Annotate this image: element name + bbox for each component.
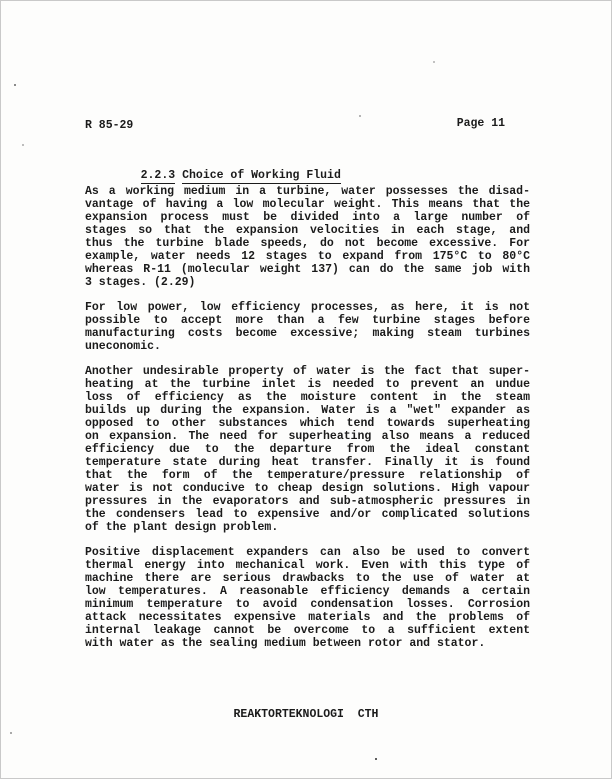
- text-line: of the plant design problem.: [85, 521, 279, 534]
- page-number: Page 11: [456, 117, 505, 130]
- text-line: water is not conducive to cheap design solutions. High vapour: [85, 482, 530, 495]
- paragraph: [85, 365, 530, 534]
- text-line: attack necessitates expensive materials and the problems of: [85, 611, 530, 624]
- text-line: internal leakage cannot be overcome to a sufficient extent: [85, 624, 530, 637]
- text-line: Another undesirable property of water is the fact that super-: [85, 365, 530, 378]
- paragraph: [85, 546, 530, 650]
- text-line: thermal energy into mechanical work. Even with this type of: [85, 559, 530, 572]
- section-number: 2.2.3: [140, 169, 176, 182]
- text-line: possible to accept more than a few turbine stages before: [85, 314, 530, 327]
- text-line: that the form of the temperature/pressure relationship of: [85, 469, 530, 482]
- text-line: temperature state during heat transfer. Finally it is found: [85, 456, 530, 469]
- text-line: For low power, low efficiency processes, as here, it is not: [85, 301, 530, 314]
- paragraph: [85, 301, 530, 353]
- report-number: R 85-29: [85, 119, 134, 132]
- text-line: with water as the sealing medium between rotor and stator.: [85, 637, 486, 650]
- text-line: efficiency due to the departure from the ideal constant: [85, 443, 530, 456]
- text-line: example, water needs 12 stages to expand from 175°C to 80°C: [85, 250, 530, 263]
- footer-organization: REAKTORTEKNOLOGI CTH: [233, 708, 379, 721]
- text-line: on expansion. The need for superheating also means a reduced: [85, 430, 530, 443]
- text-line: opposed to other substances which tend towards superheating: [85, 417, 530, 430]
- text-line: 3 stages. (2.29): [85, 276, 196, 289]
- text-line: vantage of having a low molecular weight. This means that the: [85, 198, 530, 211]
- text-line: thus the turbine blade speeds, do not become excessive. For: [85, 237, 530, 250]
- text-line: machine there are serious drawbacks to the use of water at: [85, 572, 530, 585]
- scan-artifacts: [14, 84, 16, 86]
- text-line: builds up during the expansion. Water is a "wet" expander as: [85, 404, 530, 417]
- body-text: [85, 185, 530, 662]
- text-line: loss of efficiency as the moisture content in the steam: [85, 391, 530, 404]
- paragraph: [85, 185, 530, 289]
- text-line: As a working medium in a turbine, water possesses the disad-: [85, 185, 530, 198]
- text-line: minimum temperature to avoid condensation losses. Corrosion: [85, 598, 530, 611]
- text-line: Positive displacement expanders can also be used to convert: [85, 546, 530, 559]
- section-title: Choice of Working Fluid: [182, 169, 341, 182]
- text-line: manufacturing costs become excessive; making steam turbines: [85, 327, 530, 340]
- text-line: the condensers lead to expensive and/or complicated solutions: [85, 508, 530, 521]
- text-line: expansion process must be divided into a large number of: [85, 211, 530, 224]
- text-line: stages so that the expansion velocities in each stage, and: [85, 224, 530, 237]
- text-line: heating at the turbine inlet is needed to prevent an undue: [85, 378, 530, 391]
- text-line: whereas R-11 (molecular weight 137) can do the same job with: [85, 263, 530, 276]
- text-line: low temperatures. A reasonable efficiency demands a certain: [85, 585, 530, 598]
- text-line: uneconomic.: [85, 340, 161, 353]
- text-line: pressures in the evaporators and sub-atmospheric pressures in: [85, 495, 530, 508]
